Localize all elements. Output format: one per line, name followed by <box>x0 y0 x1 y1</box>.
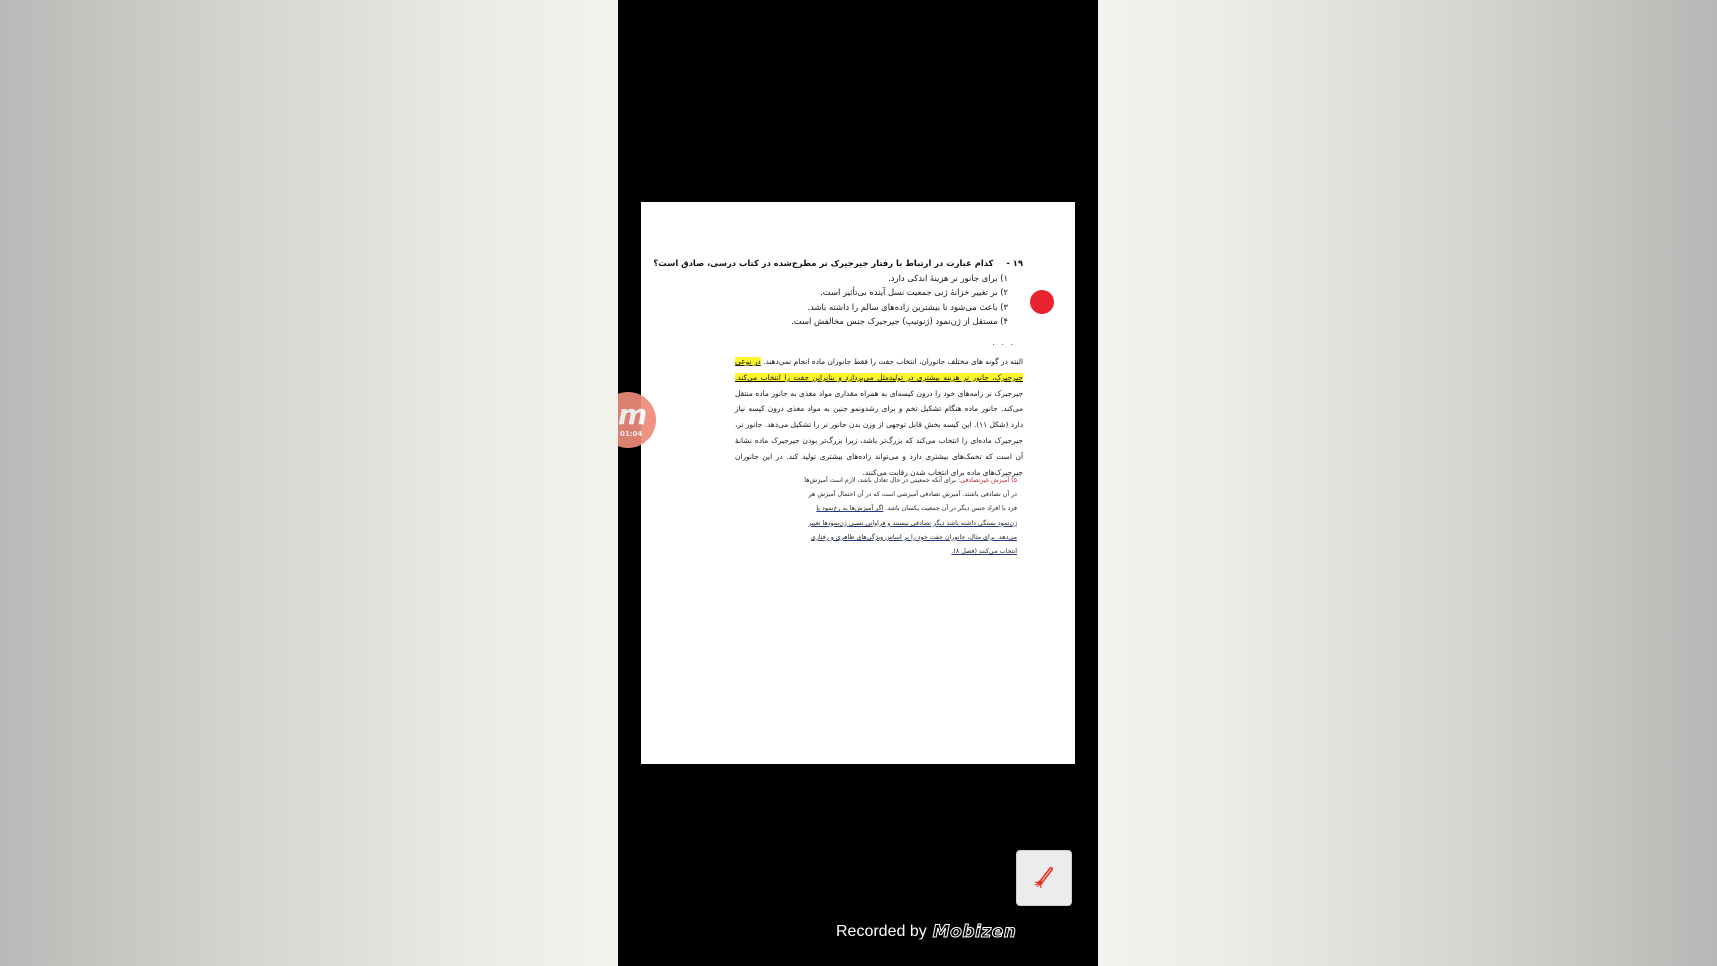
option-1: ۱) برای جانور نر هزینهٔ اندکی دارد. <box>888 272 1008 283</box>
paragraph-part2: جیرجیرک نر زامه‌های خود را درون کیسه‌ای به همراه مقداری مواد مغذی به جانور ماده منتقل می‌کند. جانور ماده هنگام تشکیل تخم و برای رشدونمو جنین به مواد مغذی درون کیسه نیاز دارد (شکل ۱۱). این کیسه بخش قابل توجهی از وزن بدن جانور نر را تشکیل می‌دهد. جانور نر، جیرجیرک ماده‌ای را انتخاب می‌کند که بزرگ‌تر باشد، زیرا بزرگ‌تر بودن جیرجیرک ماده نشانهٔ آن است که تخمک‌های بیشتری دارد و می‌تواند زاده‌های بیشتری تولید کند. در این جانوران جیرجیرک‌های ماده برای انتخاب شدن رقابت می‌کنند. <box>735 388 1023 477</box>
red-marker-dot <box>1030 290 1054 314</box>
section-dots: . . . <box>992 338 1015 347</box>
question-block <box>653 256 1023 329</box>
option-2: ۲) بر تغییر خزانهٔ ژنی جمعیت نسل آینده بی‌تأثیر است. <box>820 287 1008 297</box>
option-3: ۳) باعث می‌شود تا بیشترین زاده‌های سالم را داشته باشد. <box>807 301 1008 312</box>
question-title <box>653 256 1023 271</box>
watermark-prefix: Recorded by <box>836 923 927 940</box>
question-text: کدام عبارت در ارتباط با رفتار جیرجیرک نر مطرح‌شده در کتاب درسی، صادق است؟ <box>653 258 994 268</box>
option-4: ۴) مستقل از ژن‌نمود (ژنوتیپ) جیرجیرک جنس مخالفش است. <box>791 316 1008 326</box>
question-number: ۱۹ - <box>1006 258 1023 268</box>
note-title: ۵) آمیزش غیرتصادفی: <box>957 477 1017 484</box>
drawing-tool-button[interactable] <box>1016 850 1072 906</box>
textbook-paragraph <box>735 354 1023 480</box>
document-page <box>641 202 1075 764</box>
drawing-pen-icon <box>1029 863 1059 893</box>
recording-watermark <box>836 922 1016 942</box>
note-part1: برای آنکه جمعیتی در حال تعادل باشد، لازم است آمیزش‌ها در آن تصادفی باشند. آمیزش تصادفی آمیزشی است که در آن احتمال آمیزش هر فرد با افراد جنس دیگر در آن جمعیت یکسان باشد. <box>804 477 1017 513</box>
note-underlined: اگر آمیزش‌ها به رخ‌نمود یا ژن‌نمود بستگی داشته باشد دیگر تصادفی نیستند و فراوانی نسبی ژن‌نمودها تغییر می‌دهد. برای مثال، جانوران جفت خود را بر اساس ویژگی‌های ظاهری و رفتاری انتخاب می‌کنند (فصل ۸). <box>808 505 1017 556</box>
mobizen-logo-icon: m <box>618 398 648 431</box>
paragraph-part1: البته در گونه های مختلف جانوران، انتخاب جفت را فقط جانوران ماده انجام نمی‌دهند. <box>760 357 1024 366</box>
screen-recording-frame <box>618 0 1098 966</box>
recording-timer: 01:04 <box>620 430 643 438</box>
highlighted-text: در نوعی جیرجیرک، جانور نر هزینه بیشتری در تولیدمثل می‌پردازد و بنابراین جفت را انتخاب می‌کند. <box>735 357 1023 382</box>
mobizen-floating-bubble[interactable] <box>618 392 682 448</box>
mobizen-brand-logo: Mobizen <box>932 922 1017 942</box>
nonrandom-mating-note <box>803 474 1017 559</box>
bubble-circle <box>618 392 656 448</box>
